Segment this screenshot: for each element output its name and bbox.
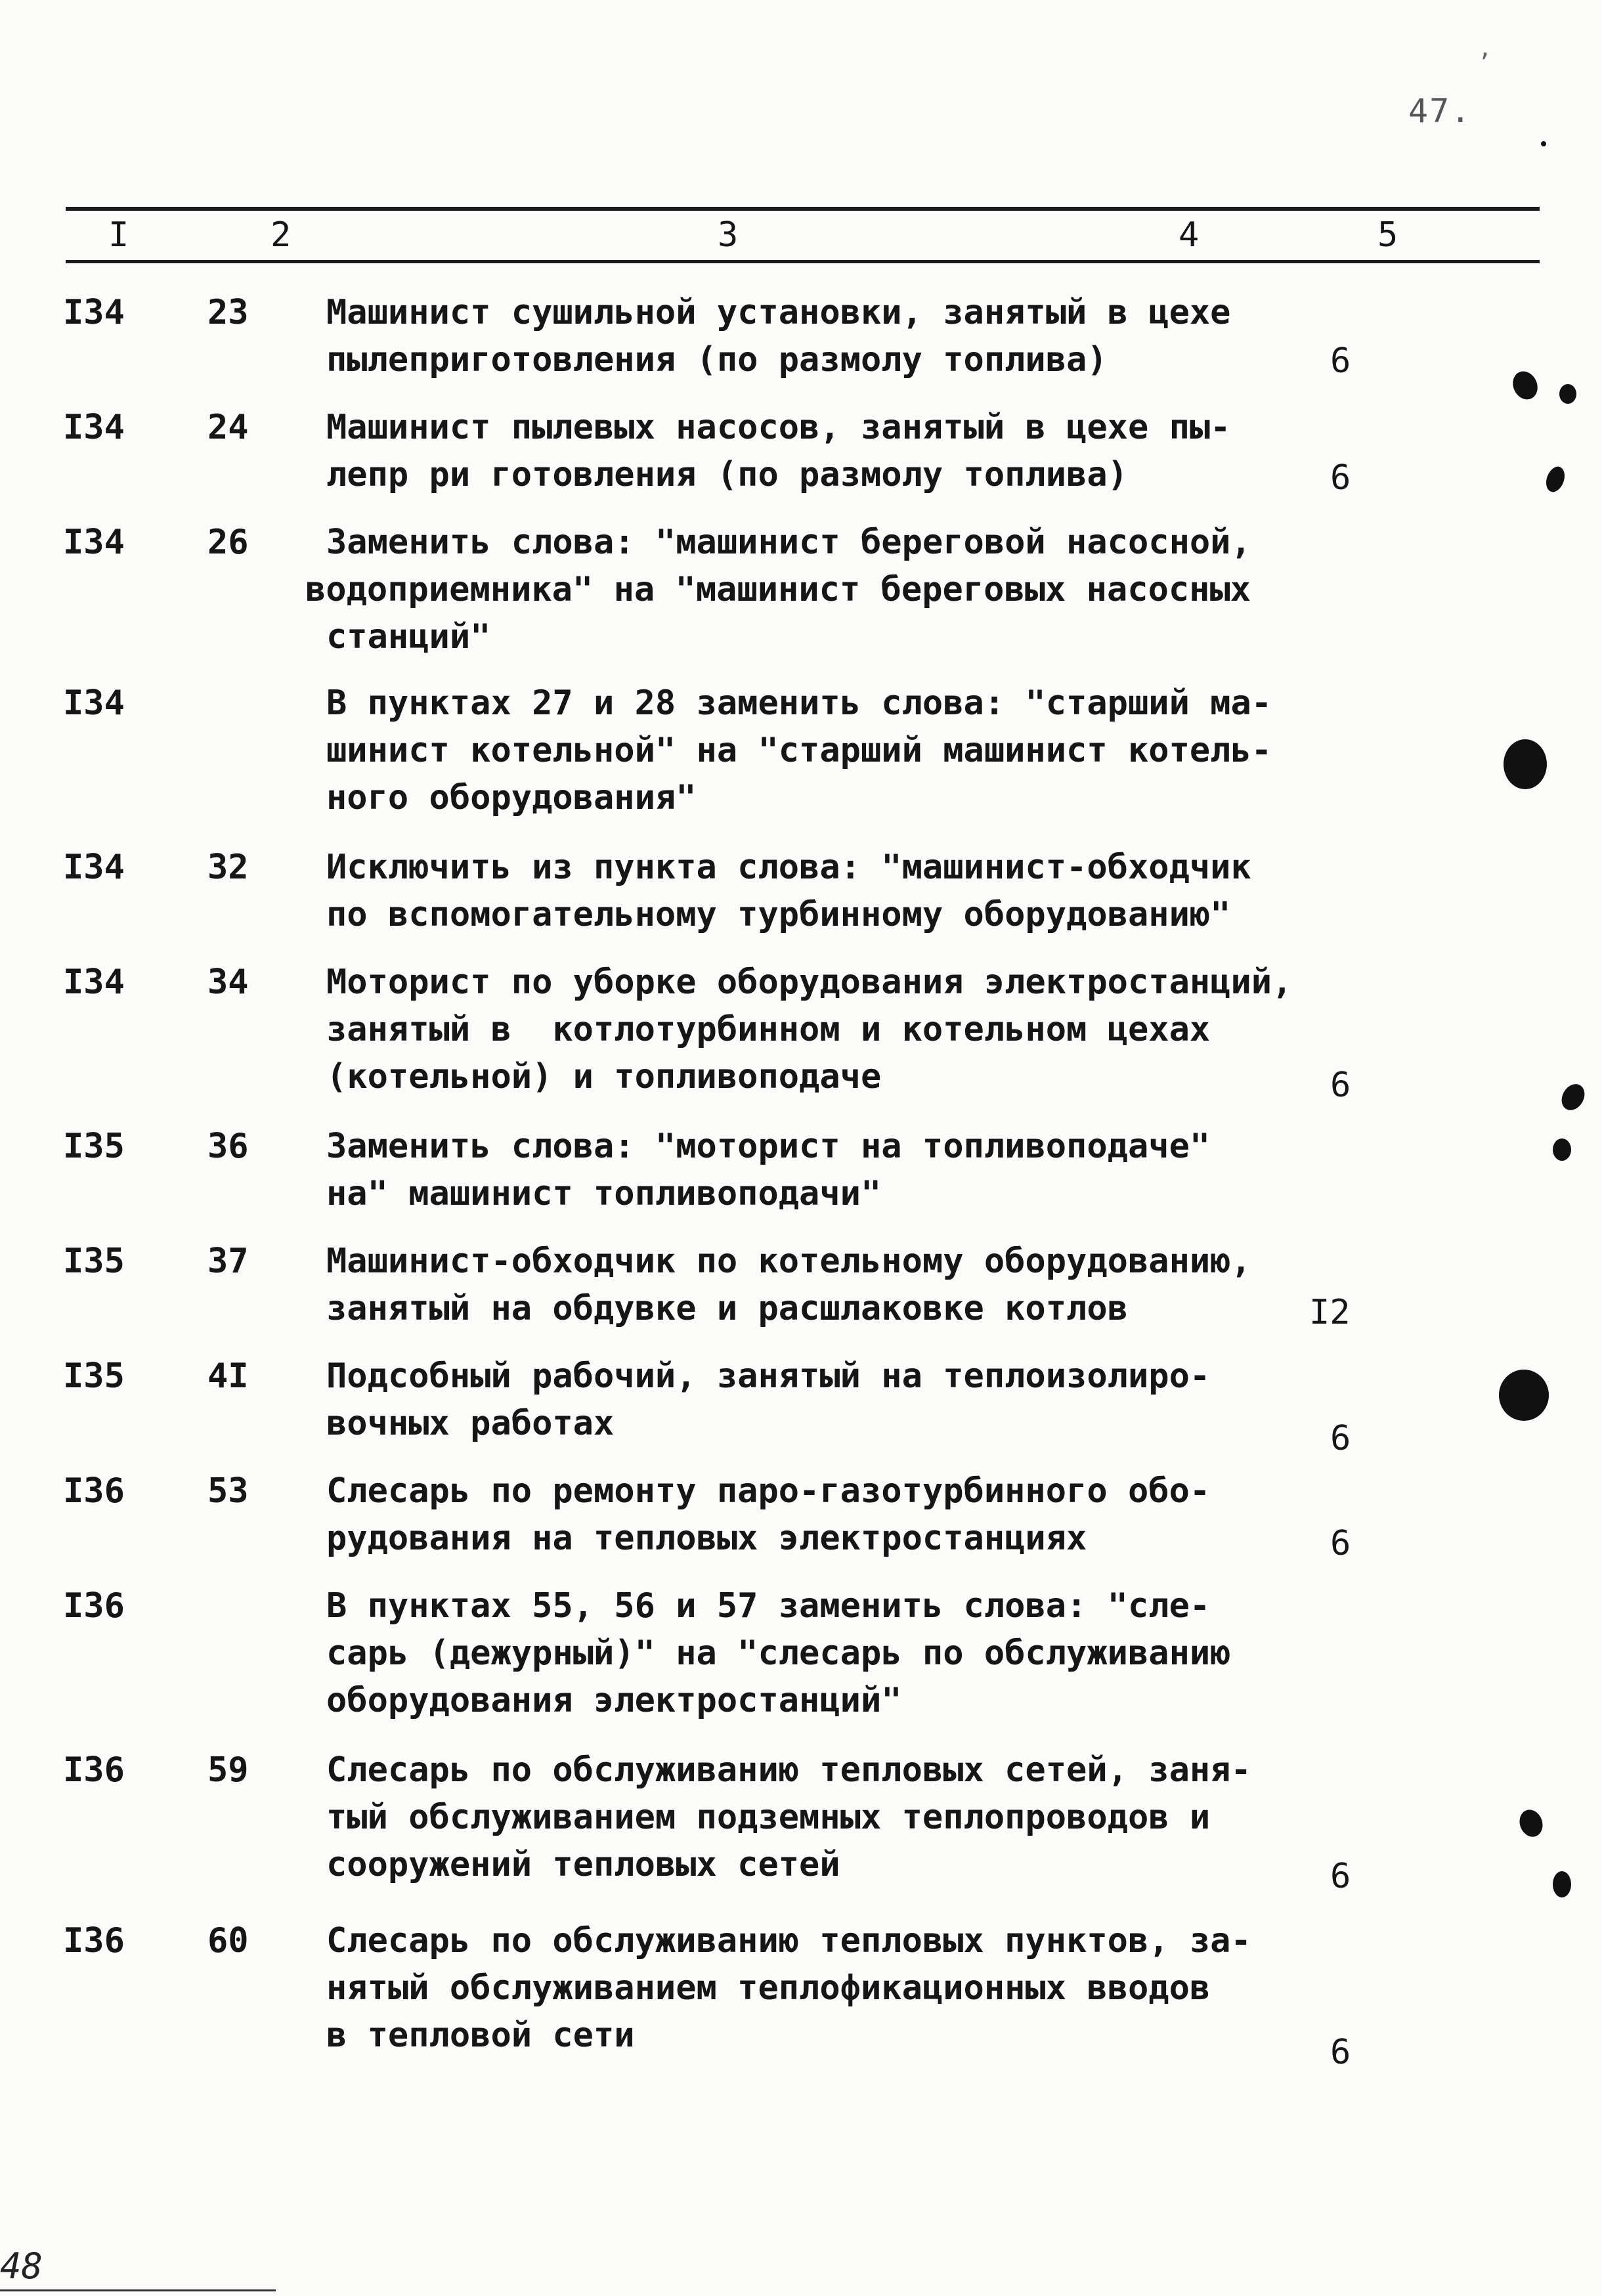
row-text <box>326 1467 1311 1562</box>
item-number: 53 <box>207 1471 249 1511</box>
ink-stain <box>1499 1370 1549 1421</box>
text-line: Подсобный рабочий, занятый на теплоизолиро- <box>326 1356 1211 1396</box>
text-line: Машинист-обходчик по котельному оборудованию, <box>326 1242 1251 1281</box>
page-ref: I34 <box>63 408 125 447</box>
ink-stain <box>1504 739 1547 789</box>
text-line: вочных работах <box>326 1404 615 1443</box>
text-line: оборудования электростанций" <box>326 1681 902 1720</box>
item-number: 32 <box>207 848 249 887</box>
row-text <box>326 1746 1311 1888</box>
text-line: по вспомогательному турбинному оборудованию" <box>326 895 1231 934</box>
text-line: рудования на тепловых электростанциях <box>326 1519 1087 1558</box>
text-line: пылеприготовления (по размолу топлива) <box>326 340 1108 379</box>
text-line: В пунктах 27 и 28 заменить слова: "старший ма- <box>326 683 1272 723</box>
text-line: В пунктах 55, 56 и 57 заменить слова: "сле- <box>326 1586 1211 1626</box>
ink-stain <box>1553 1138 1571 1161</box>
ink-stain <box>1543 464 1568 494</box>
page-ref: I34 <box>63 683 125 723</box>
item-number: 37 <box>207 1242 249 1281</box>
page-ref: I36 <box>63 1750 125 1790</box>
table-top-rule <box>66 207 1540 211</box>
text-line: Машинист пылевых насосов, занятый в цехе пы- <box>326 408 1231 447</box>
page-number: 47. <box>1408 92 1472 130</box>
coefficient: 6 <box>1330 1857 1351 1896</box>
page-ref: I34 <box>63 293 125 332</box>
text-line: занятый на обдувке и расшлаковке котлов <box>326 1289 1128 1328</box>
column-header-3: 3 <box>718 215 739 255</box>
coefficient: I2 <box>1309 1293 1351 1332</box>
text-line: Моторист по уборке оборудования электростанций, <box>326 963 1293 1002</box>
corner-rule <box>0 2289 276 2291</box>
item-number: 4I <box>207 1356 249 1396</box>
coefficient: 6 <box>1330 458 1351 498</box>
page-ref: I35 <box>63 1127 125 1166</box>
text-line: Слесарь по ремонту паро-газотурбинного обо- <box>326 1471 1211 1511</box>
item-number: 59 <box>207 1750 249 1790</box>
text-line: станций" <box>326 617 491 657</box>
row-text <box>326 1123 1311 1217</box>
corner-note: 48 <box>0 2245 43 2287</box>
text-line: сооружений тепловых сетей <box>326 1845 840 1884</box>
page-ref: I34 <box>63 523 125 562</box>
text-line: Исключить из пункта слова: "машинист-обходчик <box>326 848 1251 887</box>
column-header-1: I <box>108 215 129 255</box>
row-text <box>326 404 1311 498</box>
text-line: тый обслуживанием подземных теплопроводов и <box>326 1798 1211 1837</box>
coefficient: 6 <box>1330 2033 1351 2072</box>
ink-speck <box>1541 141 1546 146</box>
text-line: шинист котельной" на "старший машинист котель- <box>326 731 1272 770</box>
text-line: Машинист сушильной установки, занятый в цехе <box>326 293 1231 332</box>
item-number: 34 <box>207 963 249 1002</box>
page-ref: I36 <box>63 1471 125 1511</box>
text-line: (котельной) и топливоподаче <box>326 1057 882 1096</box>
column-header-4: 4 <box>1179 215 1200 255</box>
row-text <box>326 959 1311 1100</box>
ink-stain <box>1516 1806 1546 1840</box>
ink-stain <box>1557 1080 1590 1114</box>
coefficient: 6 <box>1330 1066 1351 1105</box>
text-line: занятый в котлотурбинном и котельном цехах <box>326 1010 1211 1049</box>
item-number: 36 <box>207 1127 249 1166</box>
ink-stain <box>1553 1871 1571 1897</box>
page-ref: I35 <box>63 1242 125 1281</box>
text-line: водоприемника" на "машинист береговых насосных <box>305 570 1251 609</box>
text-line: в тепловой сети <box>326 2016 635 2055</box>
row-text <box>305 519 1311 661</box>
item-number: 23 <box>207 293 249 332</box>
text-line: сарь (дежурный)" на "слесарь по обслуживанию <box>326 1634 1231 1673</box>
text-line: Слесарь по обслуживанию тепловых пунктов, за- <box>326 1921 1251 1960</box>
row-text <box>326 289 1311 383</box>
text-line: Заменить слова: "машинист береговой насосной, <box>326 523 1251 562</box>
page-ref: I34 <box>63 848 125 887</box>
text-line: на" машинист топливоподачи" <box>326 1174 882 1213</box>
page-ref: I36 <box>63 1586 125 1626</box>
column-header-2: 2 <box>271 215 292 255</box>
item-number: 60 <box>207 1921 249 1960</box>
page-ref: I36 <box>63 1921 125 1960</box>
pencil-mark: ’ <box>1477 49 1492 76</box>
page-ref: I34 <box>63 963 125 1002</box>
text-line: ного оборудования" <box>326 778 697 817</box>
row-text <box>326 1238 1311 1332</box>
item-number: 24 <box>207 408 249 447</box>
ink-stain <box>1559 384 1576 404</box>
coefficient: 6 <box>1330 1524 1351 1563</box>
page-ref: I35 <box>63 1356 125 1396</box>
text-line: лепр ри готовления (по размолу топлива) <box>326 455 1128 494</box>
row-text <box>326 1582 1311 1724</box>
ink-stain <box>1508 367 1542 403</box>
text-line: нятый обслуживанием теплофикационных вводов <box>326 1968 1211 2008</box>
table-header-rule <box>66 260 1540 263</box>
row-text <box>326 1917 1311 2059</box>
coefficient: 6 <box>1330 341 1351 381</box>
item-number: 26 <box>207 523 249 562</box>
coefficient: 6 <box>1330 1419 1351 1458</box>
column-header-5: 5 <box>1377 215 1398 255</box>
row-text <box>326 844 1311 938</box>
text-line: Заменить слова: "моторист на топливоподаче" <box>326 1127 1211 1166</box>
row-text <box>326 680 1311 821</box>
row-text <box>326 1353 1311 1447</box>
text-line: Слесарь по обслуживанию тепловых сетей, заня- <box>326 1750 1251 1790</box>
